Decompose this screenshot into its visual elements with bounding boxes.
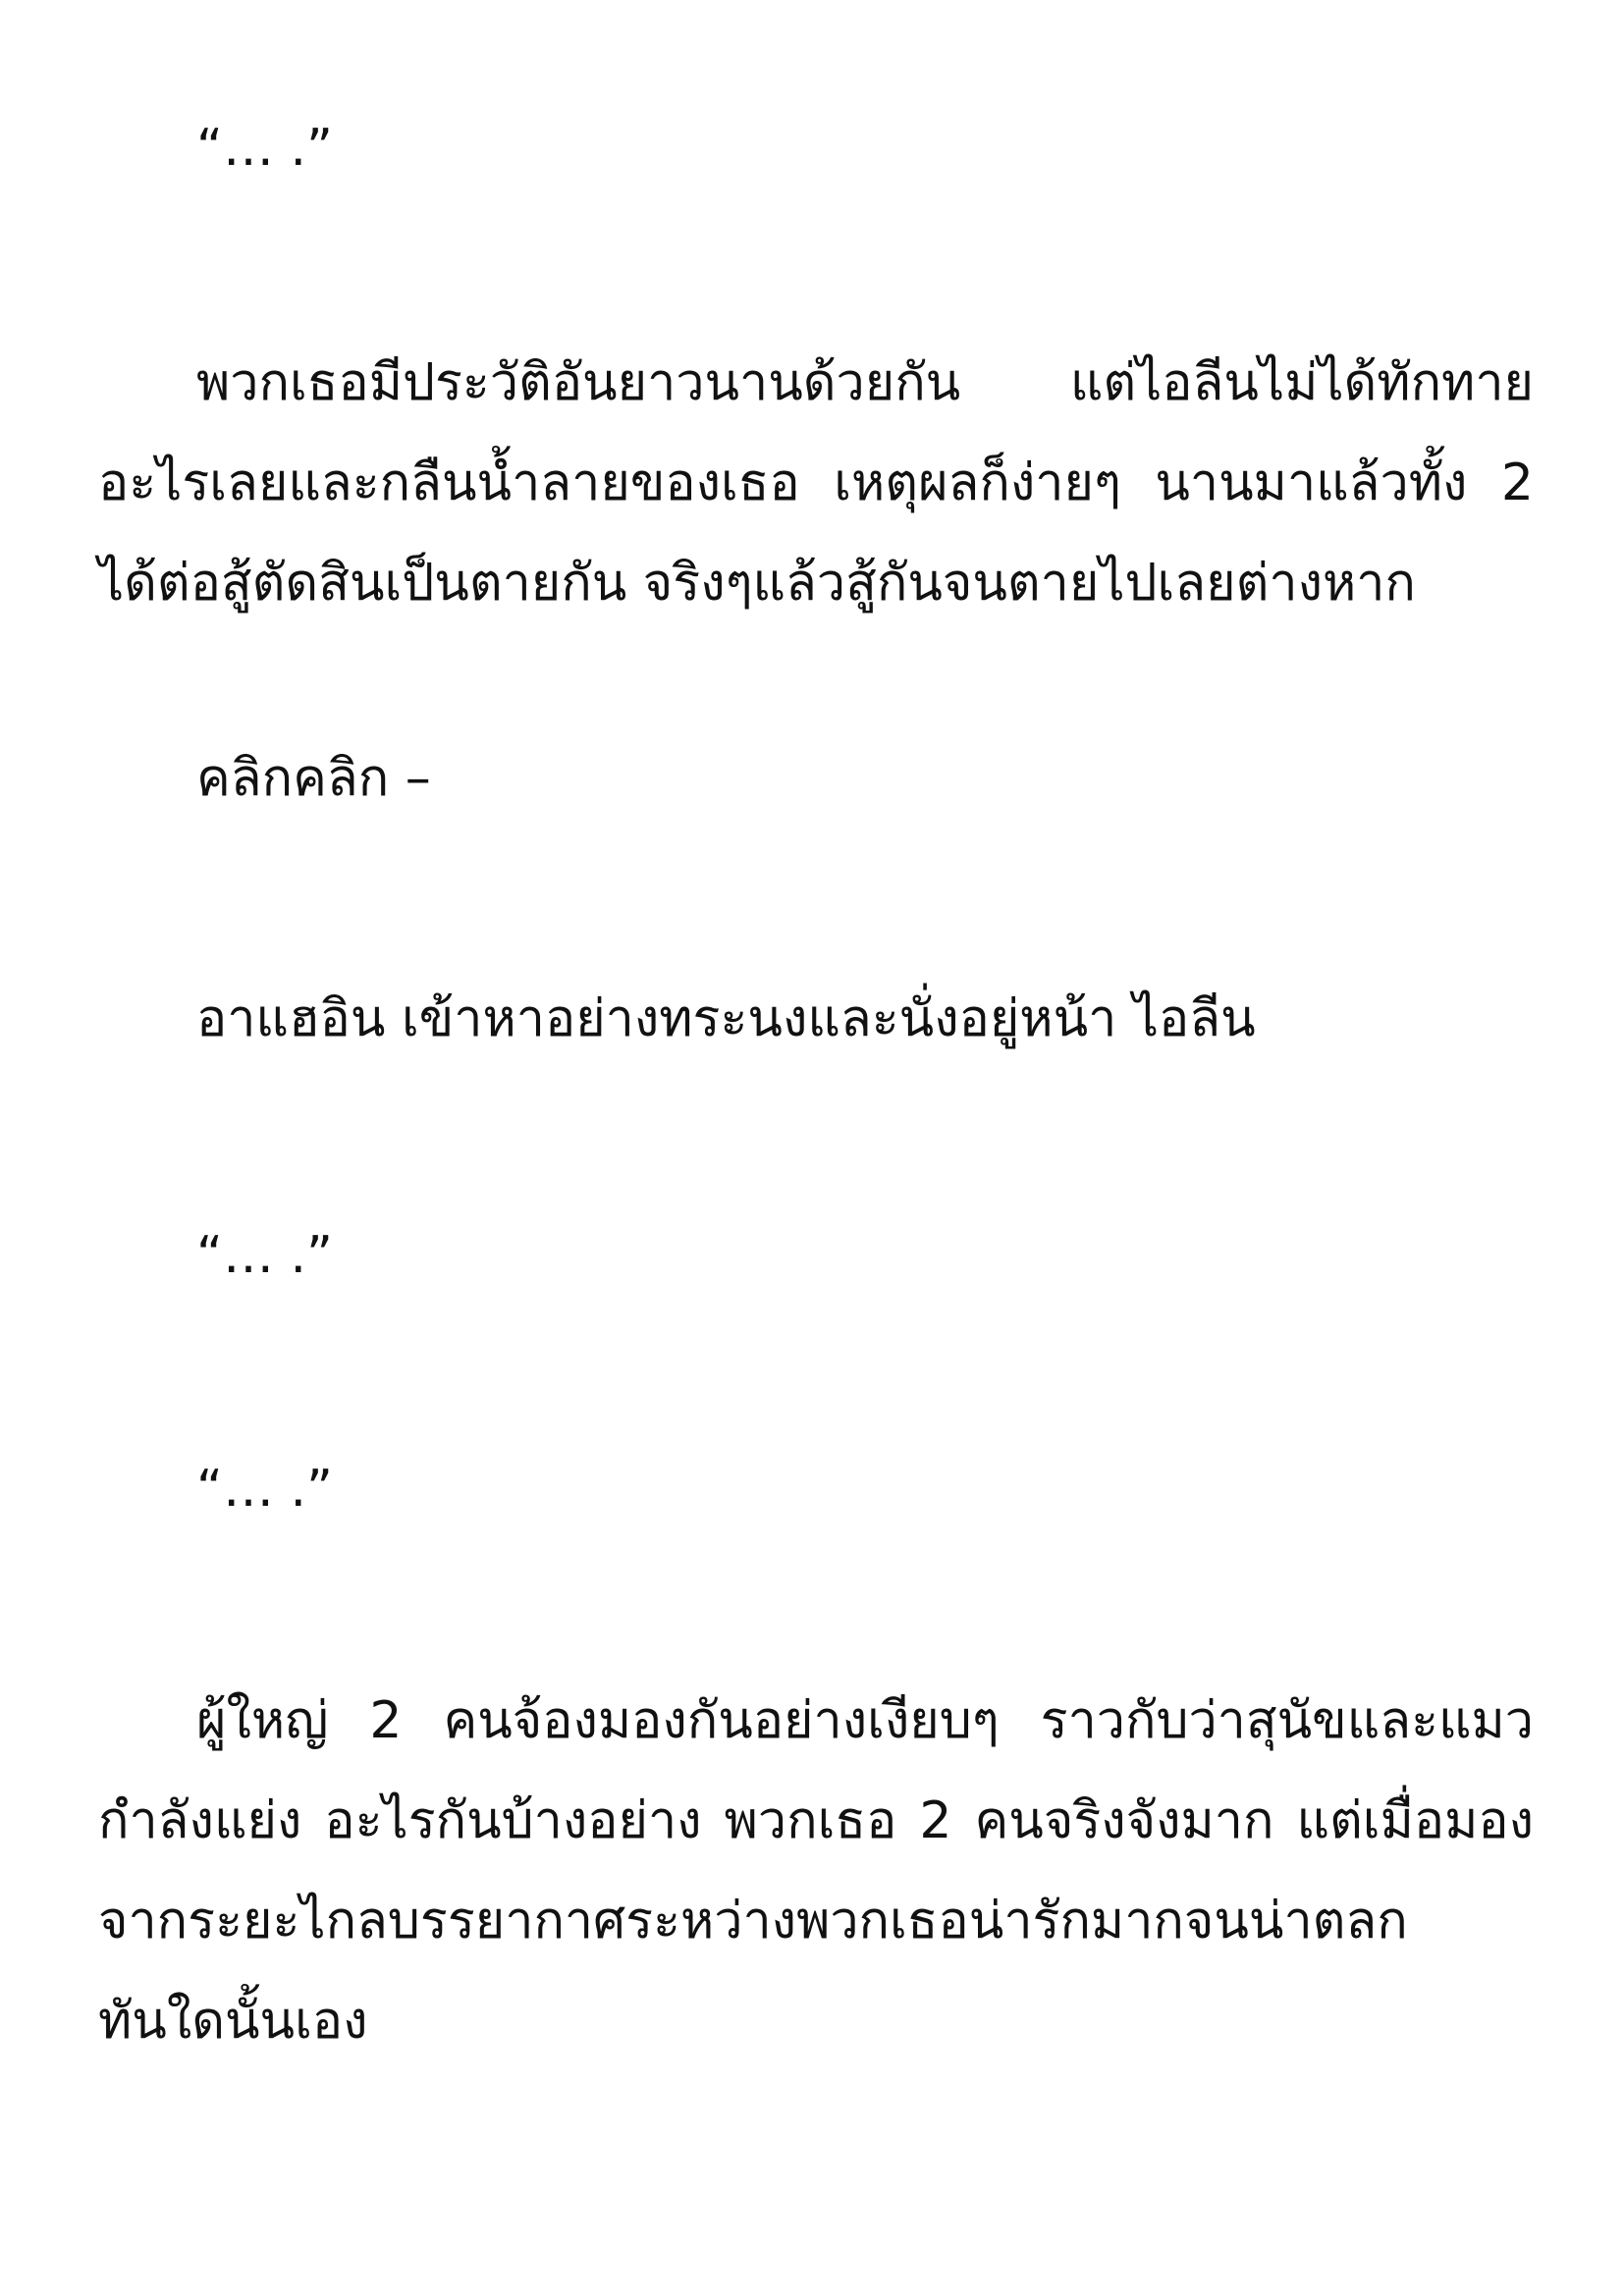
paragraph-sound-effect: [98, 728, 1534, 828]
paragraph-line: ผู้ใหญ่ 2 คนจ้องมองกันอย่างเงียบๆ ราวกับว่าสุนัขและแมว: [196, 1691, 1534, 1750]
paragraph-narration-2: [98, 969, 1534, 1069]
paragraph-dialogue-3: [98, 1439, 1534, 1539]
paragraph-line: พวกเธอมีประวัติอันยาวนานด้วยกัน แต่ไอลีนไม่ได้ทักทาย: [196, 353, 1534, 412]
paragraph-dialogue-2: [98, 1205, 1534, 1306]
paragraph-line: กำลังแย่ง อะไรกันบ้างอย่าง พวกเธอ 2 คนจริงจังมาก แต่เมื่อมอง: [98, 1791, 1534, 1850]
paragraph-line: จากระยะไกลบรรยากาศระหว่างพวกเธอน่ารักมากจนน่าตลก: [98, 1892, 1408, 1950]
paragraph-line: ทันใดนั้นเอง: [98, 1992, 368, 2051]
paragraph-dialogue-1: [98, 98, 1534, 198]
paragraph-line: อะไรเลยและกลืนน้ำลายของเธอ เหตุผลก็ง่ายๆ นานมาแล้วทั้ง 2: [98, 454, 1534, 512]
paragraph-line: คลิกคลิก –: [196, 749, 431, 808]
paragraph-line: “… .”: [196, 1460, 333, 1519]
paragraph-line: “… .”: [196, 1226, 333, 1285]
paragraph-line: ได้ต่อสู้ตัดสินเป็นตายกัน จริงๆแล้วสู้กันจนตายไปเลยต่างหาก: [98, 554, 1416, 613]
paragraph-line: “… .”: [196, 119, 333, 178]
paragraph-line: อาแฮอิน เข้าหาอย่างทระนงและนั่งอยู่หน้า ไอลีน: [196, 989, 1256, 1048]
paragraph-narration-1: [98, 333, 1534, 633]
paragraph-narration-3: [98, 1671, 1534, 2071]
